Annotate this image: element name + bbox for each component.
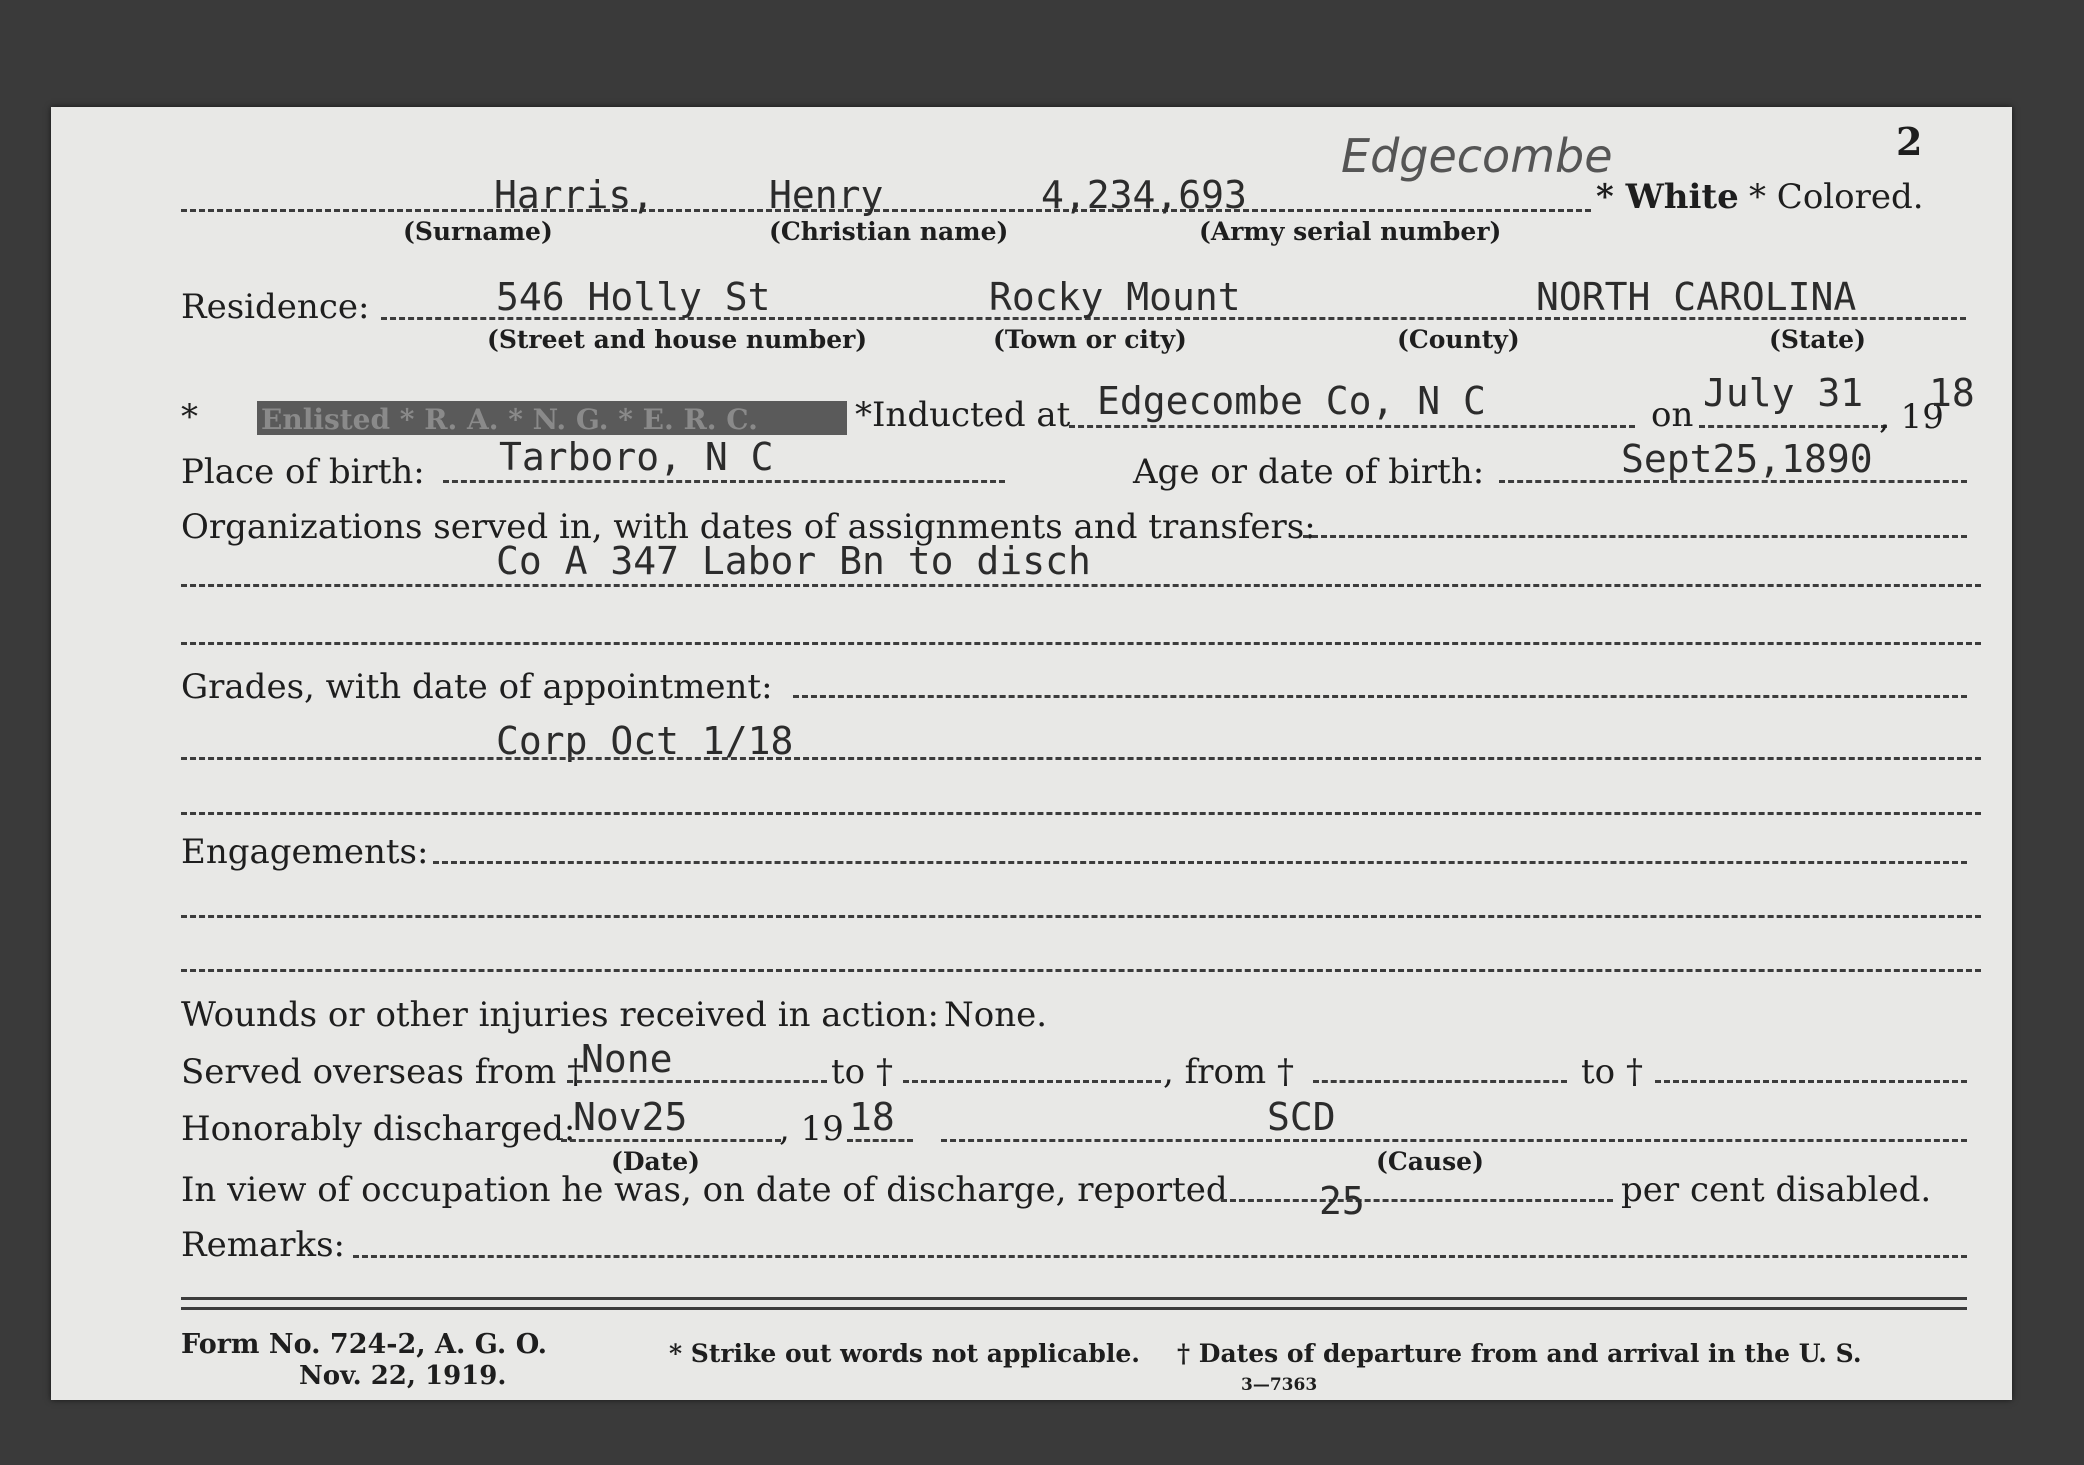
disability-suffix: per cent disabled. [1621, 1170, 1932, 1210]
footer-rule-2 [181, 1307, 1967, 1310]
caption-state: (State) [1769, 325, 1866, 354]
disability-label: In view of occupation he was, on date of discharge, reported [181, 1170, 1228, 1210]
serial-number-value: 4,234,693 [1041, 173, 1247, 217]
town-value: Rocky Mount [989, 275, 1241, 319]
overseas-to-rule [903, 1080, 1161, 1083]
struck-options: Enlisted * R. A. * N. G. * E. R. C. [261, 403, 758, 436]
name-line-rule [181, 209, 1591, 212]
remarks-rule [353, 1255, 1967, 1258]
discharge-cause-value: SCD [1267, 1095, 1336, 1139]
discharge-label: Honorably discharged: [181, 1109, 576, 1149]
form-number: Form No. 724-2, A. G. O. [181, 1329, 548, 1360]
engagements-label: Engagements: [181, 832, 429, 872]
overseas-to-label-2: to † [1581, 1052, 1643, 1092]
residence-label: Residence: [181, 287, 370, 327]
overseas-to-rule-2 [1655, 1080, 1967, 1083]
caption-street: (Street and house number) [487, 325, 868, 354]
inducted-at-value: Edgecombe Co, N C [1097, 379, 1486, 423]
card-number: 2 [1896, 119, 1923, 164]
engagements-rule-3 [181, 969, 1981, 972]
overseas-to-label: to † [831, 1052, 893, 1092]
caption-town: (Town or city) [993, 325, 1187, 354]
wounds-label: Wounds or other injuries received in action: [181, 995, 939, 1035]
birth-place-value: Tarboro, N C [499, 435, 774, 479]
print-code: 3—7363 [1241, 1375, 1318, 1395]
place-of-birth-label: Place of birth: [181, 452, 425, 492]
caption-christian: (Christian name) [769, 217, 1009, 246]
caption-discharge-cause: (Cause) [1376, 1147, 1484, 1176]
discharge-date-rule [561, 1139, 781, 1142]
discharge-date-value: Nov25 [573, 1095, 688, 1139]
state-value: NORTH CAROLINA [1536, 275, 1857, 319]
draft-card [51, 107, 2012, 1400]
disability-value: 25 [1319, 1179, 1365, 1223]
strike-note: * Strike out words not applicable. [669, 1339, 1140, 1368]
grades-value: Corp Oct 1/18 [496, 719, 794, 763]
overseas-from-label-2: , from † [1163, 1052, 1294, 1092]
induction-year-prefix: , 19 [1879, 397, 1944, 437]
grades-label: Grades, with date of appointment: [181, 667, 773, 707]
organizations-label: Organizations served in, with dates of assignments and transfers: [181, 507, 1316, 547]
form-date: Nov. 22, 1919. [299, 1361, 507, 1391]
grades-rule-3 [181, 812, 1981, 815]
overseas-from-rule-2 [1313, 1080, 1567, 1083]
engagements-rule-1 [433, 861, 1967, 864]
organizations-value: Co A 347 Labor Bn to disch [496, 539, 1091, 583]
discharge-year-prefix: , 19 [779, 1109, 844, 1149]
induction-date-value: July 31 [1703, 371, 1864, 415]
birth-place-rule [443, 480, 1005, 483]
disability-rule [1221, 1199, 1613, 1202]
colored-label: * Colored. [1749, 177, 1924, 217]
surname-value: Harris, [494, 173, 655, 217]
organizations-rule-1 [1303, 535, 1967, 538]
caption-serial: (Army serial number) [1199, 217, 1502, 246]
overseas-label: Served overseas from † [181, 1052, 585, 1092]
organizations-rule-3 [181, 642, 1981, 645]
christian-name-value: Henry [769, 173, 884, 217]
caption-discharge-date: (Date) [611, 1147, 700, 1176]
caption-surname: (Surname) [403, 217, 553, 246]
overseas-value: None [581, 1037, 673, 1081]
footer-rule-1 [181, 1297, 1967, 1300]
inducted-rule [1069, 425, 1635, 428]
county-handwritten: Edgecombe [1341, 129, 1613, 183]
organizations-rule-2 [181, 584, 1981, 587]
discharge-year-value: 18 [849, 1095, 895, 1139]
discharge-cause-rule [941, 1139, 1967, 1142]
on-label: on [1651, 395, 1694, 435]
engagements-rule-2 [181, 915, 1981, 918]
induction-year-value: 18 [1929, 371, 1975, 415]
induction-date-rule [1699, 425, 1887, 428]
white-label: * White [1596, 177, 1739, 217]
induction-asterisk: * [181, 397, 198, 437]
dagger-note: † Dates of departure from and arrival in the U. S. [1177, 1339, 1862, 1368]
wounds-value: None. [944, 995, 1048, 1035]
grades-rule-1 [793, 695, 1967, 698]
birth-date-value: Sept25,1890 [1621, 437, 1873, 481]
caption-county: (County) [1397, 325, 1520, 354]
remarks-label: Remarks: [181, 1225, 345, 1265]
age-label: Age or date of birth: [1133, 452, 1485, 492]
street-value: 546 Holly St [496, 275, 771, 319]
inducted-label: *Inducted at [855, 395, 1071, 435]
discharge-year-rule [847, 1139, 913, 1142]
grades-rule-2 [181, 757, 1981, 760]
